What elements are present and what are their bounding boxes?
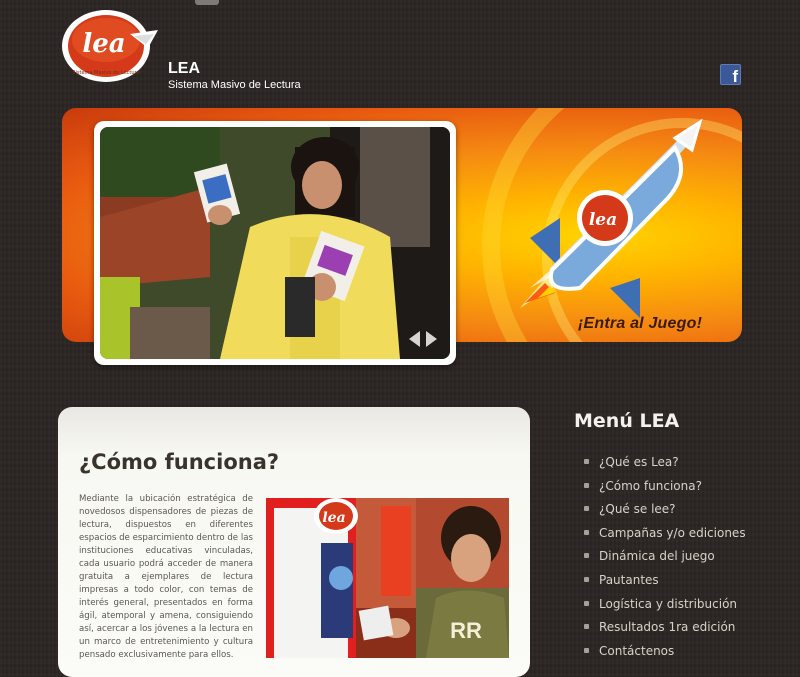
enter-game-link[interactable]: ¡Entra al Juego! (578, 315, 703, 332)
menu-item-label: ¿Qué se lee? (599, 502, 676, 517)
photo-shirt-text: RR (450, 618, 482, 643)
top-tab-sliver (195, 0, 219, 5)
bullet-icon (584, 530, 589, 535)
menu-item-label: Dinámica del juego (599, 549, 715, 564)
photo-sign-text: lea (322, 510, 346, 526)
menu-item-label: Campañas y/o ediciones (599, 525, 746, 540)
menu-item-que-se-lee[interactable] (584, 498, 746, 522)
logo-text: lea (82, 29, 126, 59)
menu-title: Menú LEA (574, 410, 680, 432)
lea-logo[interactable] (60, 8, 160, 84)
site-subtitle: Sistema Masivo de Lectura (168, 79, 301, 91)
content-body: Mediante la ubicación estratégica de novedosos dispensadores de piezas de lectura, dispuestos en diferentes espacios de esparcimiento dentro de las instituciones educativas vinculadas, cada usuario podrá acceder de manera gratuita a ejemplares de lectura impresas a todo color, con temas de interés general, presentados en forma ágil, atemporal y amena, consiguiendo así, acercar a los jóvenes a la lectura en un marco de entretenimiento y cultura pensado exclusivamente para ellos. (79, 494, 253, 660)
bullet-icon (584, 577, 589, 582)
menu-item-label: ¿Cómo funciona? (599, 478, 702, 493)
bullet-icon (584, 459, 589, 464)
banner-photo-image (100, 127, 450, 359)
bullet-icon (584, 648, 589, 653)
menu-item-label: Logística y distribución (599, 596, 738, 611)
bullet-icon (584, 624, 589, 629)
content-title: ¿Cómo funciona? (79, 450, 280, 474)
menu-item-dinamica[interactable] (584, 545, 746, 569)
bullet-icon (584, 601, 589, 606)
site-name: LEA (168, 60, 200, 77)
rocket-illustration[interactable] (490, 118, 720, 318)
menu-item-label: ¿Qué es Lea? (599, 455, 679, 469)
menu-item-que-es-lea[interactable] (584, 451, 746, 475)
content-photo (266, 498, 509, 658)
bullet-icon (584, 483, 589, 488)
menu-item-label: Pautantes (599, 572, 659, 587)
menu-item-contactenos[interactable] (584, 640, 746, 664)
slide-arrows-icon[interactable] (406, 328, 440, 350)
menu-item-label: Resultados 1ra edición (599, 620, 736, 635)
banner-slideshow[interactable] (94, 121, 456, 365)
menu-item-campanas[interactable] (584, 522, 746, 546)
logo-ring-text: Sistema Masivo de Lectura (72, 70, 140, 76)
facebook-icon[interactable] (720, 64, 741, 85)
facebook-glyph: f (732, 67, 738, 85)
bullet-icon (584, 506, 589, 511)
rocket-logo-text: lea (588, 210, 618, 230)
menu-item-logistica[interactable] (584, 593, 746, 617)
menu-item-pautantes[interactable] (584, 569, 746, 593)
bullet-icon (584, 553, 589, 558)
menu-item-como-funciona[interactable] (584, 475, 746, 499)
menu-item-label: Contáctenos (599, 643, 675, 658)
menu-list (584, 451, 746, 663)
menu-item-resultados[interactable] (584, 616, 746, 640)
